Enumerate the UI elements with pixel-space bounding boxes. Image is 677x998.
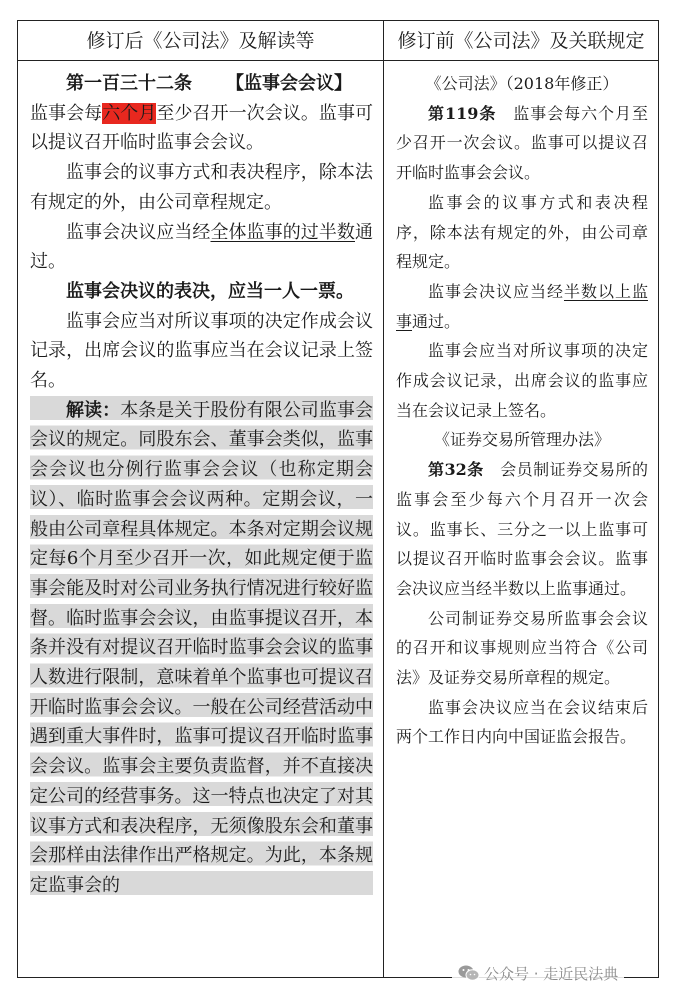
table-header-row: [18, 21, 658, 61]
underlined-majority: 全体监事的过半数: [210, 221, 355, 243]
underlined-half: 半数以上监事: [396, 281, 648, 331]
law1-p3-text-b: 通过。: [412, 311, 461, 331]
paragraph-4-new: 监事会决议的表决，应当一人一票。: [66, 280, 354, 302]
law1-article-number: 第119条: [428, 103, 497, 123]
revised-column: [30, 69, 373, 901]
law2-paragraph-3: 监事会决议应当在会议结束后两个工作日内向中国证监会报告。: [396, 697, 648, 747]
interpretation: [30, 396, 373, 901]
watermark-text: 公众号 · 走近民法典: [484, 964, 619, 983]
header-revised: 修订后《公司法》及解读等: [86, 30, 315, 52]
law1-title: 《公司法》（2018年修正）: [425, 74, 619, 93]
law1-paragraph-4: 监事会应当对所议事项的决定作成会议记录，出席会议的监事应当在会议记录上签名。: [396, 341, 648, 420]
law1-paragraph-2: 监事会的议事方式和表决程序，除本法有规定的外，由公司章程规定。: [396, 192, 648, 272]
interpretation-text: 本条是关于股份有限公司监事会会议的规定。同股东会、董事会类似，监事会会议也分例行监事会会议（也称定期会议）、临时监事会会议两种。定期会议，一般由公司章程具体规定。本条对定期会议规定每6个月至少召开一次，如此规定便于监事会能及时对公司业务执行情况进行较好监督。临时监事会会议，由监事提议召开，本条并没有对提议召开临时监事会会议的监事人数进行限制，意味着单个监事也可提议召开临时监事会会议。一般在公司经营活动中遇到重大事件时，监事可提议召开临时监事会会议。监事会主要负责监督，并不直接决定公司的经营事务。这一特点也决定了对其议事方式和表决程序，无须像股东会和董事会那样由法律作出严格规定。为此，本条规定监事会的: [30, 399, 373, 896]
law2-p1-text: 会员制证券交易所的监事会至少每六个月召开一次会议。监事长、三分之一以上监事可以提议召开临时监事会会议。监事会决议应当经半数以上监事通过。: [396, 460, 648, 598]
p1-text-a: 监事会每: [30, 102, 103, 124]
wechat-watermark: [452, 960, 624, 986]
paragraph-3: [30, 218, 373, 277]
paragraph-2: 监事会的议事方式和表决程序，除本法有规定的外，由公司章程规定。: [30, 162, 373, 213]
article-number: 第一百三十二条: [66, 73, 192, 94]
p3-text-a: 监事会决议应当经: [66, 221, 211, 243]
law1-paragraph-1: [396, 99, 648, 188]
article-title: 【监事会会议】: [226, 73, 352, 94]
p3-text-b: 通过。: [30, 221, 373, 273]
paragraph-1: [30, 99, 373, 158]
p1-text-b: 至少召开一次会议。监事可以提议召开临时监事会会议。: [30, 102, 374, 154]
law1-paragraph-3: [396, 277, 648, 336]
interpretation-label: 解读：: [66, 399, 121, 421]
column-divider: [383, 21, 384, 977]
header-original: 修订前《公司法》及关联规定: [397, 30, 645, 52]
law2-title: 《证券交易所管理办法》: [433, 430, 610, 450]
law1-p3-text-a: 监事会决议应当经: [428, 281, 564, 301]
article-heading: [30, 69, 373, 99]
law1-p1-text: 监事会每六个月至少召开一次会议。监事可以提议召开临时监事会会议。: [396, 103, 648, 183]
comparison-table: [17, 20, 659, 978]
original-column: [396, 69, 648, 752]
highlight-six-months: 六个月: [102, 102, 157, 124]
law2-paragraph-2: 公司制证券交易所监事会会议的召开和议事规则应当符合《公司法》及证券交易所章程的规定。: [396, 608, 648, 688]
law2-article-number: 第32条: [428, 460, 484, 480]
wechat-icon: [458, 964, 480, 982]
law2-paragraph-1: [396, 455, 648, 604]
paragraph-5: 监事会应当对所议事项的决定作成会议记录，出席会议的监事应当在会议记录上签名。: [30, 310, 373, 392]
